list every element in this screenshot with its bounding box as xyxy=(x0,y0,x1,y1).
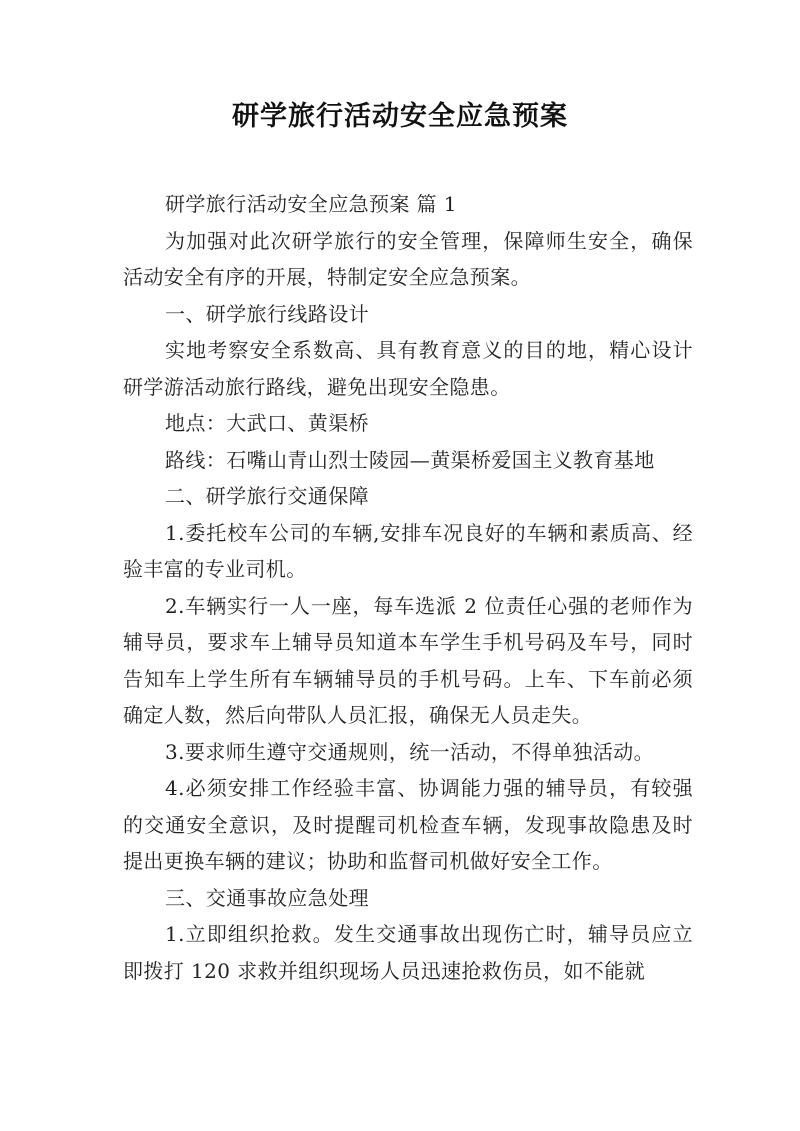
paragraph-accident-1: 1.立即组织抢救。发生交通事故出现伤亡时，辅导员应立即拨打 120 求救并组织现场人员迅速抢救伤员，如不能就 xyxy=(123,922,693,983)
paragraph-route: 路线：石嘴山青山烈士陵园—黄渠桥爱国主义教育基地 xyxy=(165,447,655,472)
heading-accident-response: 三、交通事故应急处理 xyxy=(165,885,369,910)
heading-transport: 二、研学旅行交通保障 xyxy=(165,484,369,508)
paragraph-transport-2: 2.车辆实行一人一座，每车选派 2 位责任心强的老师作为辅导员，要求车上辅导员知道本车学生手机号码及车号，同时告知车上学生所有车辆辅导员的手机号码。上车、下车前必须确定人数，然后向带队人员汇报，确保无人员走失。 xyxy=(123,593,693,727)
paragraph-transport-1: 1.委托校车公司的车辆,安排车况良好的车辆和素质高、经验丰富的专业司机。 xyxy=(123,520,693,581)
paragraph-route-design: 实地考察安全系数高、具有教育意义的目的地，精心设计研学游活动旅行路线，避免出现安全隐患。 xyxy=(123,338,693,399)
heading-route-design: 一、研学旅行线路设计 xyxy=(165,301,369,326)
paragraph-intro: 为加强对此次研学旅行的安全管理，保障师生安全，确保活动安全有序的开展，特制定安全应急预案。 xyxy=(123,228,693,289)
paragraph-section-heading: 研学旅行活动安全应急预案 篇 1 xyxy=(165,192,457,216)
document-body xyxy=(123,186,693,989)
paragraph-location: 地点：大武口、黄渠桥 xyxy=(165,411,369,435)
paragraph-transport-4: 4.必须安排工作经验丰富、协调能力强的辅导员，有较强的交通安全意识，及时提醒司机检查车辆，发现事故隐患及时提出更换车辆的建议；协助和监督司机做好安全工作。 xyxy=(123,776,693,873)
paragraph-transport-3: 3.要求师生遵守交通规则，统一活动，不得单独活动。 xyxy=(165,739,655,764)
document-title: 研学旅行活动安全应急预案 xyxy=(232,101,568,132)
